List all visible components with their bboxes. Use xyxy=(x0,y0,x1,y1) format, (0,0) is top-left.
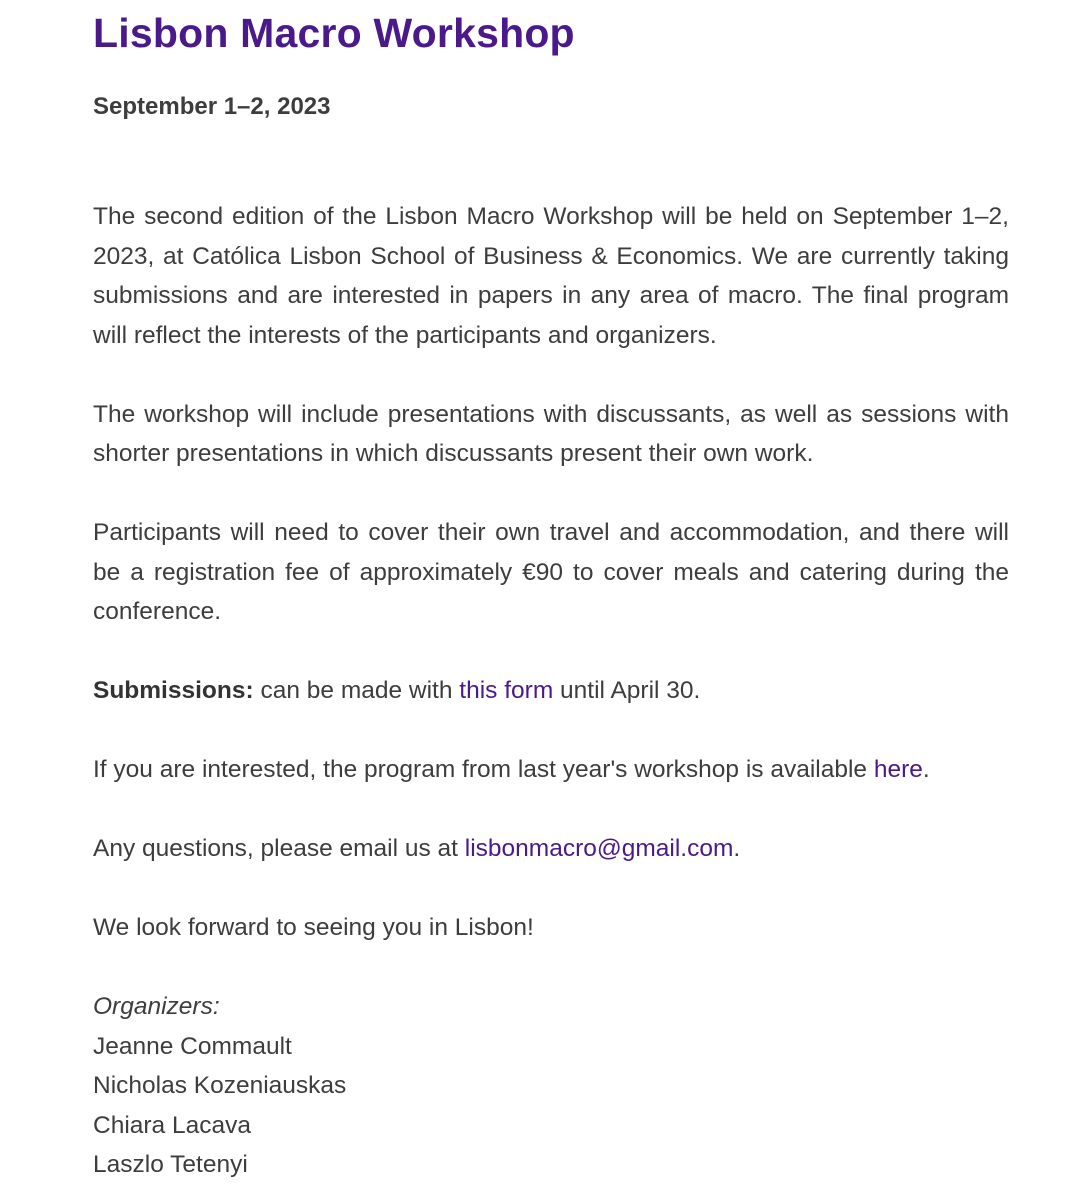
organizer-name: Jeanne Commault xyxy=(93,1032,292,1060)
costs-paragraph: Participants will need to cover their own travel and accommodation, and there will be a registration fee of approximately €90 to cover meals and catering during the conference. xyxy=(93,519,1009,625)
contact-paragraph xyxy=(93,829,1009,869)
submissions-text-before: can be made with xyxy=(253,677,460,704)
program-text-after: . xyxy=(922,756,930,783)
organizer-name: Chiara Lacava xyxy=(93,1111,251,1139)
announcement-body xyxy=(93,197,1009,1185)
submissions-label: Submissions: xyxy=(93,677,254,704)
contact-text-before: Any questions, please email us at xyxy=(93,835,465,862)
program-paragraph xyxy=(93,750,1009,790)
submissions-paragraph xyxy=(93,671,1009,711)
contact-email-link[interactable]: lisbonmacro@gmail.com xyxy=(464,835,734,862)
organizers-list xyxy=(93,987,1009,1185)
submission-form-link[interactable]: this form xyxy=(459,677,554,704)
organizers-label: Organizers: xyxy=(93,993,220,1020)
page-title: Lisbon Macro Workshop xyxy=(93,10,575,56)
organizer-name: Laszlo Tetenyi xyxy=(93,1151,248,1178)
submissions-text-after: until April 30. xyxy=(553,677,701,704)
contact-text-after: . xyxy=(733,835,741,862)
program-text-before: If you are interested, the program from last year's workshop is available xyxy=(93,756,874,783)
closing-paragraph: We look forward to seeing you in Lisbon! xyxy=(93,914,534,941)
format-paragraph: The workshop will include presentations with discussants, as well as sessions with shorter presentations in which discussants present their own work. xyxy=(93,400,1009,467)
event-date: September 1–2, 2023 xyxy=(93,93,331,120)
organizer-name: Nicholas Kozeniauskas xyxy=(93,1072,347,1099)
intro-paragraph: The second edition of the Lisbon Macro Workshop will be held on September 1–2, 2023, at Católica Lisbon School of Business & Economics. We are currently taking submissions and are interested in papers in any area of macro. The final program will reflect the interests of the participants and organizers. xyxy=(93,203,1009,349)
last-year-program-link[interactable]: here xyxy=(873,756,923,783)
